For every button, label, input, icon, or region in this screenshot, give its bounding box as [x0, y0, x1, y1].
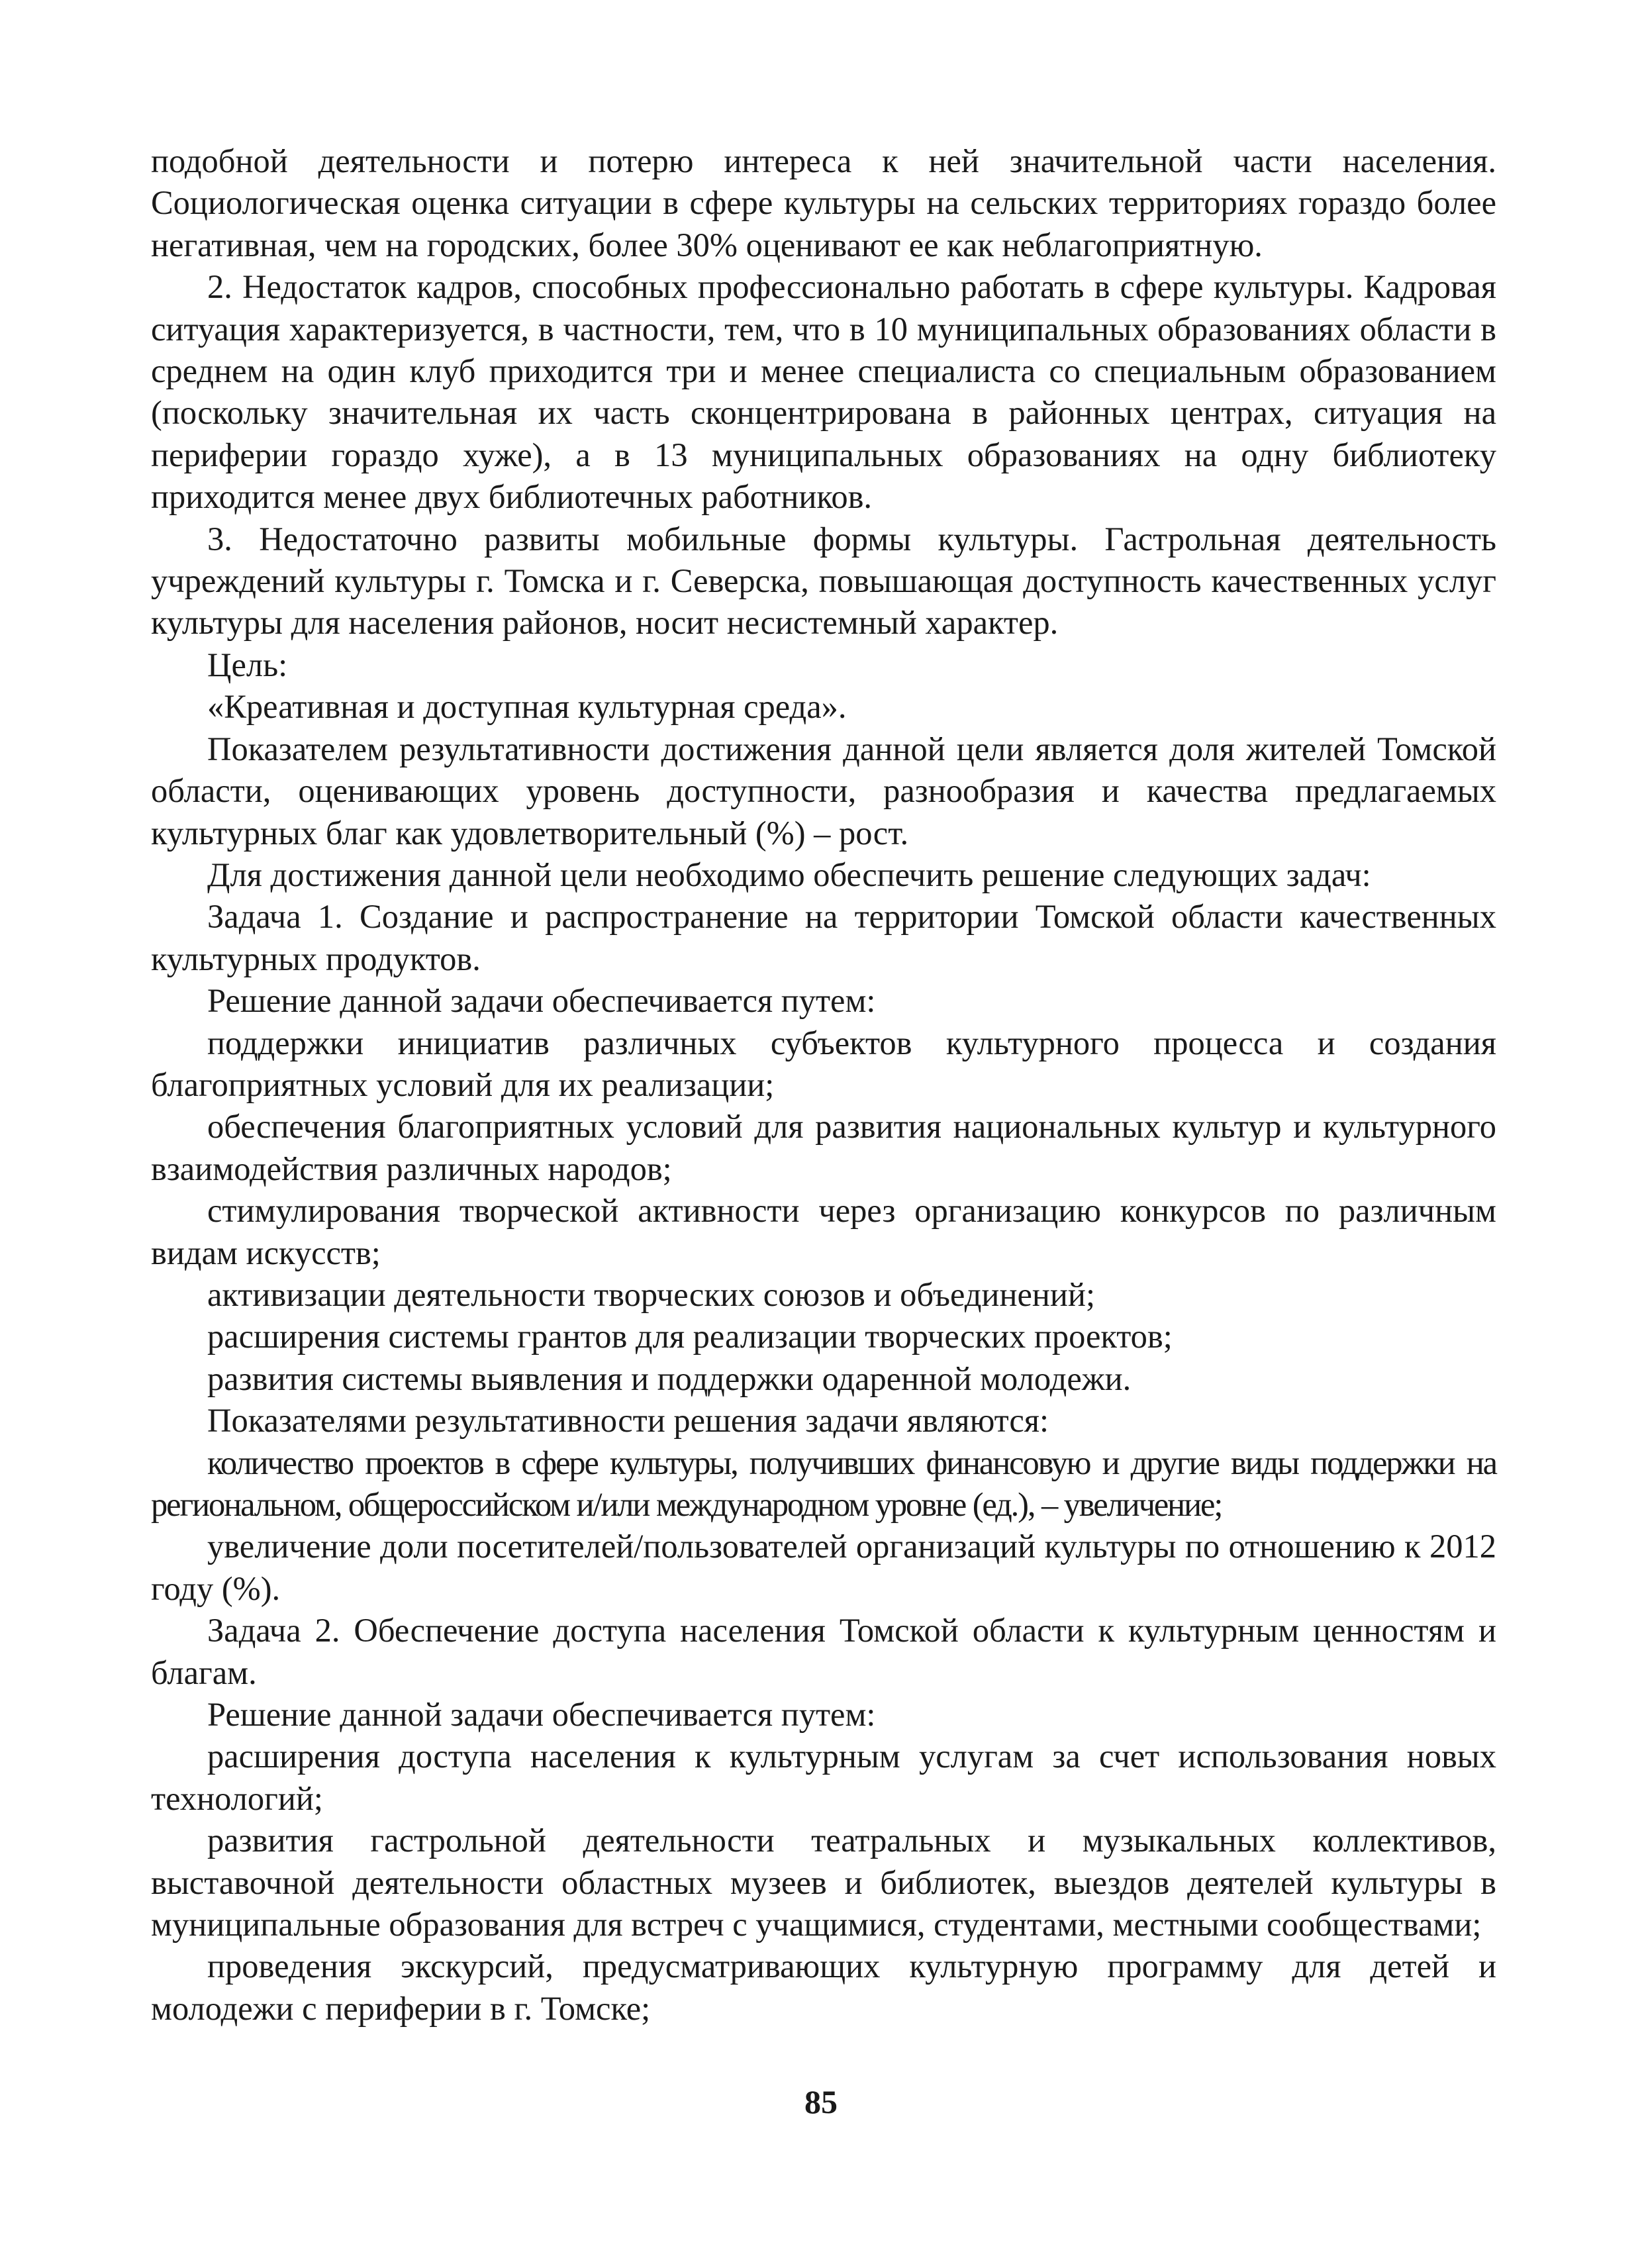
task-1-measure-3: стимулирования творческой активности через организацию конкурсов по различным видам искусств;: [151, 1192, 1496, 1271]
task-2-solution-intro: Решение данной задачи обеспечивается путем:: [207, 1696, 876, 1734]
task-1-measure-5: расширения системы грантов для реализации творческих проектов;: [207, 1318, 1173, 1356]
task-2-heading: Задача 2. Обеспечение доступа населения Томской области к культурным ценностям и благам.: [151, 1612, 1496, 1691]
page-body: [151, 140, 1496, 2030]
task-1-indicators-intro: Показателями результативности решения задачи являются:: [207, 1402, 1049, 1440]
task-1-measure-2: обеспечения благоприятных условий для развития национальных культур и культурного взаимодействия различных народов;: [151, 1108, 1496, 1187]
page-number: 85: [804, 2083, 838, 2120]
paragraph-item-2: 2. Недостаток кадров, способных профессионально работать в сфере культуры. Кадровая ситуация характеризуется, в частности, тем, что в 10 муниципальных образованиях области в среднем на один клуб приходится три и менее специалиста со специальным образованием (поскольку значительная их часть сконцентрирована в районных центрах, ситуация на периферии гораздо хуже), а в 13 муниципальных образованиях на одну библиотеку приходится менее двух библиотечных работников.: [151, 268, 1496, 516]
tasks-intro: Для достижения данной цели необходимо обеспечить решение следующих задач:: [207, 856, 1371, 893]
task-1-indicator-2: увеличение доли посетителей/пользователей организаций культуры по отношению к 2012 году (%).: [151, 1528, 1496, 1607]
task-2-measure-3: проведения экскурсий, предусматривающих культурную программу для детей и молодежи с периферии в г. Томске;: [151, 1948, 1496, 2027]
paragraph-continuation: подобной деятельности и потерю интереса к ней значительной части населения. Социологическая оценка ситуации в сфере культуры на сельских территориях гораздо более негативная, чем на городских, более 30% оценивают ее как неблагоприятную.: [151, 142, 1496, 264]
task-1-indicator-1: количество проектов в сфере культуры, получивших финансовую и другие виды поддержки на региональном, общероссийском и/или международном уровне (ед.), – увеличение;: [151, 1444, 1496, 1523]
task-2-measure-1: расширения доступа населения к культурным услугам за счет использования новых технологий;: [151, 1738, 1496, 1817]
task-1-heading: Задача 1. Создание и распространение на территории Томской области качественных культурных продуктов.: [151, 898, 1496, 977]
goal-text: «Креативная и доступная культурная среда».: [207, 688, 847, 726]
task-1-measure-4: активизации деятельности творческих союзов и объединений;: [207, 1275, 1095, 1313]
goal-heading: Цель:: [207, 646, 288, 683]
task-1-measure-6: развития системы выявления и поддержки одаренной молодежи.: [207, 1359, 1132, 1397]
paragraph-item-3: 3. Недостаточно развиты мобильные формы культуры. Гастрольная деятельность учреждений культуры г. Томска и г. Северска, повышающая доступность качественных услуг культуры для населения районов, носит несистемный характер.: [151, 520, 1496, 642]
task-2-measure-2: развития гастрольной деятельности театральных и музыкальных коллективов, выставочной деятельности областных музеев и библиотек, выездов деятелей культуры в муниципальные образования для встреч с учащимися, студентами, местными сообществами;: [151, 1822, 1496, 1944]
task-1-measure-1: поддержки инициатив различных субъектов культурного процесса и создания благоприятных условий для их реализации;: [151, 1024, 1496, 1103]
task-1-solution-intro: Решение данной задачи обеспечивается путем:: [207, 982, 876, 1020]
goal-indicator: Показателем результативности достижения данной цели является доля жителей Томской области, оценивающих уровень доступности, разнообразия и качества предлагаемых культурных благ как удовлетворительный (%) – рост.: [151, 730, 1496, 852]
